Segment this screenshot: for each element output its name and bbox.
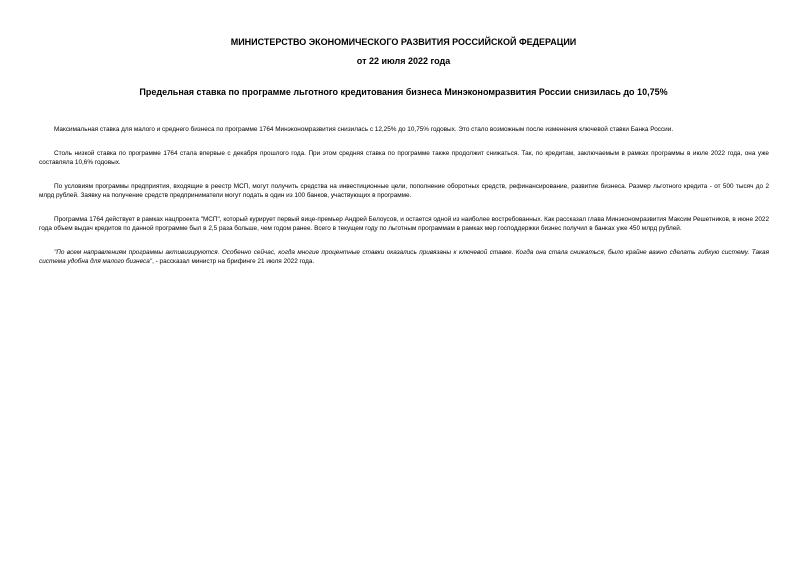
paragraph-1: Максимальная ставка для малого и среднего бизнеса по программе 1764 Минэкономразвития снизилась с 12,25% до 10,75% годовых. Это стало возможным после изменения ключевой ставки Банка России. xyxy=(54,126,674,133)
ministry-title: МИНИСТЕРСТВО ЭКОНОМИЧЕСКОГО РАЗВИТИЯ РОССИЙСКОЙ ФЕДЕРАЦИИ xyxy=(230,37,577,47)
quote-attribution: , - рассказал министр на брифинге 21 июля 2022 года. xyxy=(152,258,315,265)
paragraph-5 xyxy=(39,248,769,266)
headline: Предельная ставка по программе льготного кредитования бизнеса Минэкономразвития России снизилась до 10,75% xyxy=(139,87,668,97)
document-date: от 22 июля 2022 года xyxy=(356,56,451,66)
paragraph-2: Столь низкой ставка по программе 1764 стала впервые с декабря прошлого года. При этом средняя ставка по программе также продолжит снижаться. Так, по кредитам, заключаемым в рамках программы в июле 2022 года, она уже составляла 10,6% годовых. xyxy=(39,150,769,166)
paragraph-3: По условиям программы предприятия, входящие в реестр МСП, могут получить средства на инвестиционные цели, пополнение оборотных средств, рефинансирование, развитие бизнеса. Размер льготного кредита - от 500 тысяч до 2 млрд рублей. Заявку на получение средств предприниматели могут подать в один из 100 банков, участвующих в программе. xyxy=(39,183,769,199)
minister-quote: "По всем направлениям программы активизируются. Особенно сейчас, когда многие процентные ставки оказались привязаны к ключевой ставке. Когда она стала снижаться, было крайне важно сделать гибкую систему. Такая система удобна для малого бизнеса" xyxy=(39,249,769,265)
document-body xyxy=(39,125,769,281)
paragraph-4: Программа 1764 действует в рамках нацпроекта "МСП", который курирует первый вице-премьер Андрей Белоусов, и остается одной из наиболее востребованных. Как рассказал глава Минэкономразвития Максим Решетников, в июне 2022 года объем выдач кредитов по данной программе был в 2,5 раза больше, чем годом ранее. Всего в текущем году по льготным программам в рамках мер господдержки бизнес получил в банках уже 450 млрд рублей. xyxy=(39,216,769,232)
